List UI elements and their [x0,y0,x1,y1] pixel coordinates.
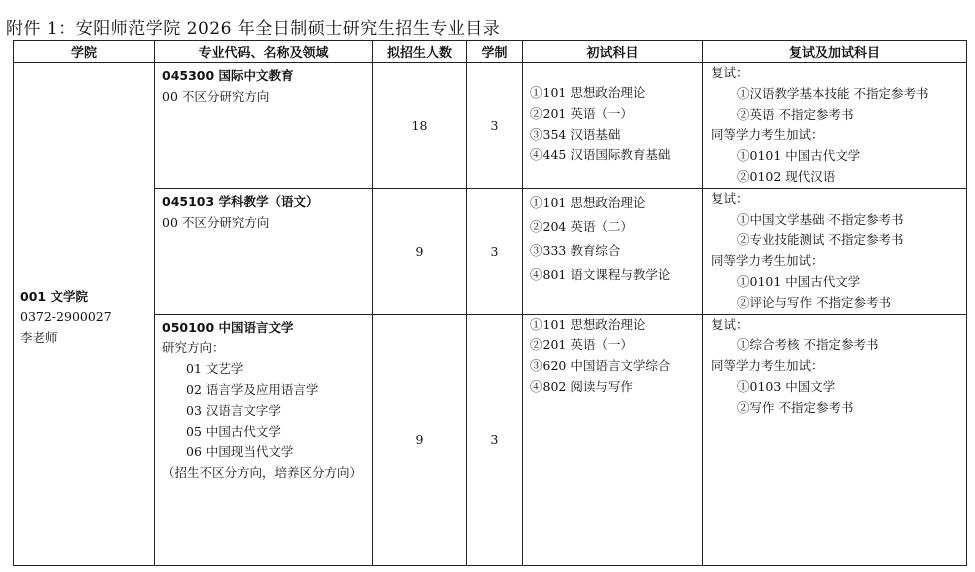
enrollment-cell: 9 [373,314,467,565]
retest-heading: 复试： [711,65,749,80]
retest-cell [703,314,967,565]
retest-item: ②英语 不指定参考书 [737,106,854,122]
extra-test-item: ②0102 现代汉语 [737,168,836,184]
retest-item: ①汉语教学基本技能 不指定参考书 [737,85,929,101]
initial-exam-item: ④445 汉语国际教育基础 [530,147,671,163]
header-initial-exams: 初试科目 [523,41,703,63]
program-catalog-table [13,40,967,566]
program-direction: 03 汉语言文字学 [186,402,281,418]
page-title: 附件 1：安阳师范学院 2026 年全日制硕士研究生招生专业目录 [6,19,501,39]
extra-test-item: ②写作 不指定参考书 [737,399,854,415]
program-code-name: 045103 学科教学（语文） [162,193,319,209]
enrollment-cell: 9 [373,188,467,314]
program-cell [155,188,373,314]
retest-item: ①中国文学基础 不指定参考书 [737,211,904,227]
program-direction: 00 不区分研究方向 [162,88,270,104]
header-program: 专业代码、名称及领域 [155,41,373,63]
program-code-name: 050100 中国语言文学 [162,319,294,335]
program-direction: 00 不区分研究方向 [162,214,270,230]
college-cell [14,63,155,566]
college-name: 001 文学院 [20,288,88,304]
enrollment-cell: 18 [373,63,467,189]
college-phone: 0372-2900027 [20,309,112,325]
initial-exam-item: ③620 中国语言文学综合 [530,358,671,374]
program-cell [155,63,373,189]
retest-item: ①综合考核 不指定参考书 [737,337,879,353]
retest-cell [703,63,967,189]
initial-exams-cell [523,188,703,314]
header-retest: 复试及加试科目 [703,41,967,63]
extra-test-heading: 同等学力考生加试： [711,127,824,143]
retest-item: ②专业技能测试 不指定参考书 [737,232,904,248]
initial-exam-item: ①101 思想政治理论 [530,316,646,332]
header-enrollment: 拟招生人数 [373,41,467,63]
initial-exam-item: ④802 阅读与写作 [530,378,633,394]
years-cell: 3 [467,314,523,565]
program-cell [155,314,373,565]
initial-exam-item: ③354 汉语基础 [530,126,621,142]
program-note: （招生不区分方向，培养区分方向） [162,465,363,481]
extra-test-item: ①0103 中国文学 [737,378,836,394]
years-cell: 3 [467,188,523,314]
program-direction: 01 文艺学 [186,361,244,377]
initial-exam-item: ②201 英语（一） [530,105,633,121]
initial-exams-cell [523,63,703,189]
extra-test-heading: 同等学力考生加试： [711,358,824,374]
header-college: 学院 [14,41,155,63]
college-contact: 李老师 [20,330,58,346]
initial-exam-item: ②201 英语（一） [530,337,633,353]
initial-exams-cell [523,314,703,565]
initial-exam-item: ①101 思想政治理论 [530,85,646,100]
retest-cell [703,188,967,314]
program-code-name: 045300 国际中文教育 [162,68,294,83]
initial-exam-item: ③333 教育综合 [530,242,621,258]
program-direction: 02 语言学及应用语言学 [186,381,319,397]
program-direction: 06 中国现当代文学 [186,444,294,460]
extra-test-item: ①0101 中国古代文学 [737,148,861,164]
program-direction: 05 中国古代文学 [186,423,281,439]
years-cell: 3 [467,63,523,189]
header-years: 学制 [467,41,523,63]
program-directions-label: 研究方向： [162,340,225,356]
extra-test-item: ②评论与写作 不指定参考书 [737,294,891,310]
table-row [14,188,967,314]
table-row [14,314,967,565]
initial-exam-item: ②204 英语（二） [530,218,633,234]
retest-heading: 复试： [711,190,749,206]
initial-exam-item: ①101 思想政治理论 [530,194,646,210]
table-row [14,63,967,189]
header-row [14,41,967,63]
extra-test-item: ①0101 中国古代文学 [737,273,861,289]
extra-test-heading: 同等学力考生加试： [711,253,824,269]
retest-heading: 复试： [711,316,749,332]
initial-exam-item: ④801 语文课程与教学论 [530,266,671,282]
